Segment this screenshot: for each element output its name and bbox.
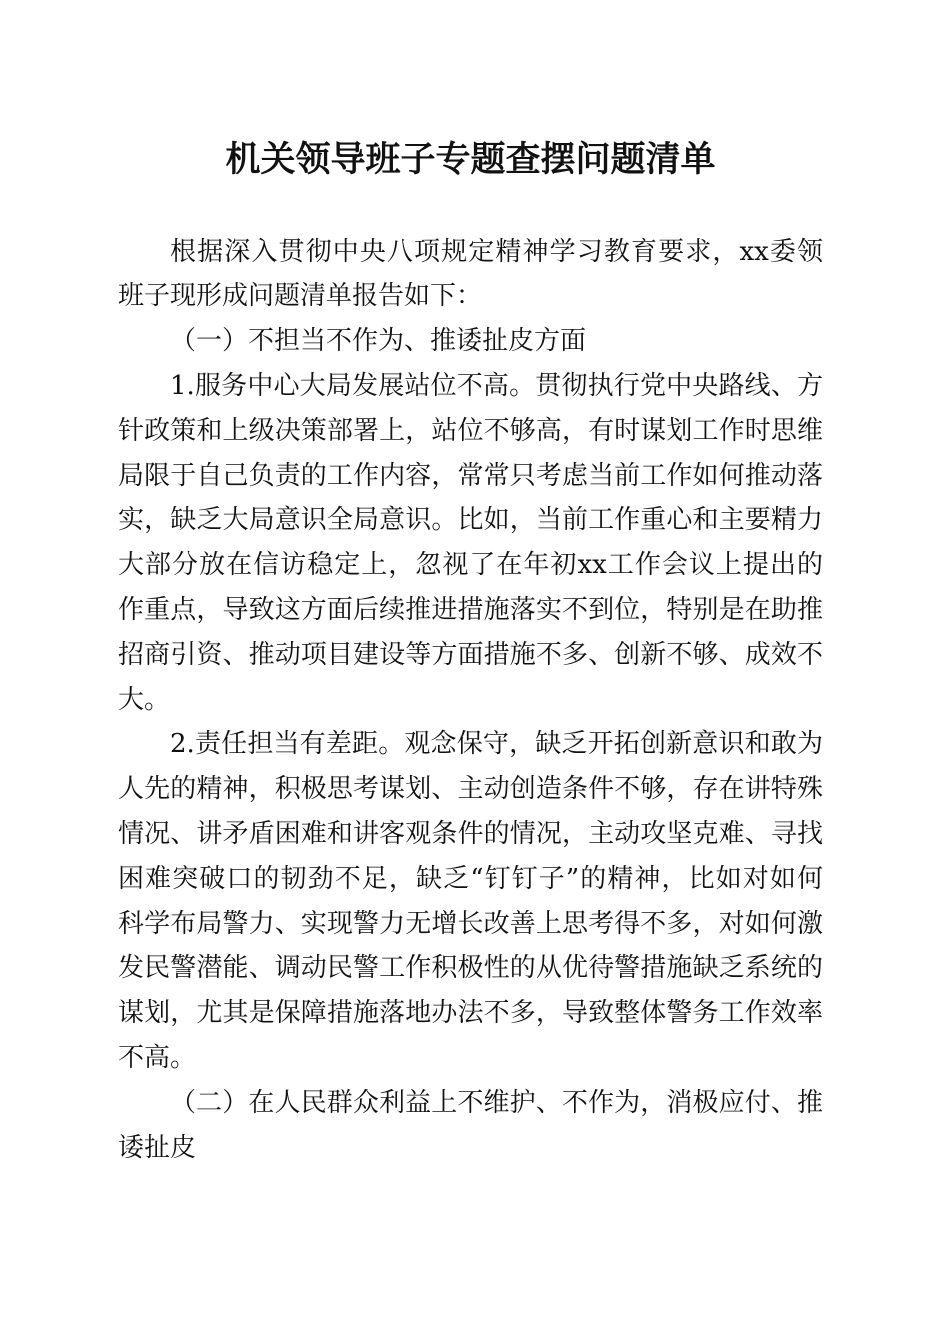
section-heading-line: 诿扯皮: [118, 1132, 197, 1163]
text-line: 不高。: [118, 1042, 197, 1073]
text-line: 科学布局警力、实现警力无增长改善上思考得不多，对如何激: [118, 908, 823, 939]
text-line: 招商引资、推动项目建设等方面措施不多、创新不够、成效不: [118, 639, 823, 670]
text-line: 人先的精神，积极思考谋划、主动创造条件不够，存在讲特殊: [118, 774, 823, 805]
text-line: 大部分放在信访稳定上，忽视了在年初xx工作会议上提出的: [118, 550, 823, 581]
text-line: 实，缺乏大局意识全局意识。比如，当前工作重心和主要精力: [118, 505, 823, 536]
text-line: 1.服务中心大局发展站位不高。贯彻执行党中央路线、方: [170, 370, 823, 401]
text-line: 班子现形成问题清单报告如下：: [118, 281, 483, 312]
section-heading-2: [118, 1081, 823, 1171]
text-line: 谋划，尤其是保障措施落地办法不多，导致整体警务工作效率: [118, 998, 823, 1029]
text-line: 针政策和上级决策部署上，站位不够高，有时谋划工作时思维: [118, 415, 823, 446]
text-line: 作重点，导致这方面后续推进措施落实不到位，特别是在助推: [118, 594, 823, 625]
section-heading-line: （二）在人民群众利益上不维护、不作为，消极应付、推: [170, 1087, 823, 1118]
text-line: 根据深入贯彻中央八项规定精神学习教育要求，xx委领: [170, 236, 823, 267]
text-line: 大。: [118, 684, 171, 715]
paragraph-item-1: [118, 364, 823, 722]
document-body: [118, 230, 823, 1171]
paragraph-intro: [118, 230, 823, 320]
text-line: 局限于自己负责的工作内容，常常只考虑当前工作如何推动落: [118, 460, 823, 491]
text-line: 2.责任担当有差距。观念保守，缺乏开拓创新意识和敢为: [170, 729, 823, 760]
section-heading-line: （一）不担当不作为、推诿扯皮方面: [170, 326, 587, 357]
text-line: 发民警潜能、调动民警工作积极性的从优待警措施缺乏系统的: [118, 953, 823, 984]
paragraph-item-2: [118, 722, 823, 1080]
text-line: 困难突破口的韧劲不足，缺乏“钉钉子”的精神，比如对如何: [118, 863, 823, 894]
text-line: 情况、讲矛盾困难和讲客观条件的情况，主动攻坚克难、寻找: [118, 818, 823, 849]
document-title: 机关领导班子专题查摆问题清单: [225, 139, 716, 180]
section-heading-1: [118, 319, 823, 364]
